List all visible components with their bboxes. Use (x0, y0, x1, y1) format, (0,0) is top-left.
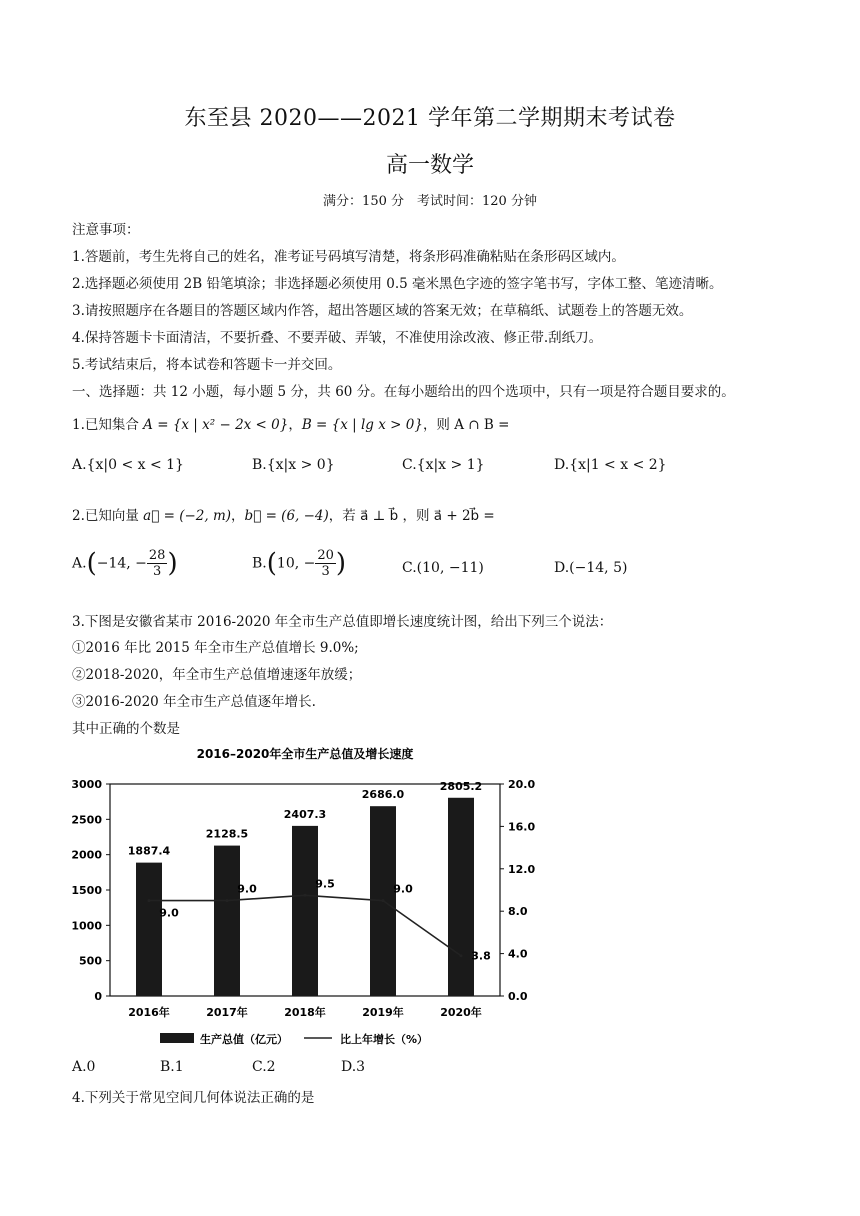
bar (292, 826, 318, 996)
q1-option-b: B.{x|x > 0} (252, 457, 335, 473)
note-item-4: 4.保持答题卡卡面清洁，不要折叠、不要弄破、弄皱，不准使用涂改液、修正带.刮纸刀。 (72, 330, 603, 346)
y-left-tick-label: 500 (79, 954, 102, 968)
q1-sep: ， (288, 417, 302, 433)
y-right-tick-label: 0.0 (508, 990, 528, 1003)
growth-point (226, 899, 229, 902)
q1-set-b: B = {x | lg x > 0} (301, 417, 423, 433)
note-item-1: 1.答题前，考生先将自己的姓名，准考证号码填写清楚，将条形码准确粘贴在条形码区域内。 (72, 249, 625, 265)
legend-line-label: 比上年增长（%） (340, 1033, 429, 1046)
y-right-tick-label: 16.0 (508, 820, 536, 834)
y-right-tick-label: 20.0 (508, 778, 536, 791)
q3-claim-3: ③2016-2020 年全市生产总值逐年增长. (72, 694, 316, 710)
growth-value-label: 9.0 (159, 906, 179, 920)
growth-value-label: 9.0 (393, 882, 413, 896)
x-tick-label: 2019年 (362, 1006, 404, 1019)
q3-option-a: A.0 (72, 1059, 96, 1075)
exam-meta: 满分：150 分 考试时间：120 分钟 (323, 194, 537, 209)
growth-value-label: 3.8 (471, 949, 491, 963)
note-item-3: 3.请按照题序在各题目的答题区域内作答，超出答题区域的答案无效；在草稿纸、试题卷上的答题无效。 (72, 303, 693, 319)
y-left-tick-label: 1000 (71, 919, 102, 933)
growth-value-label: 9.5 (315, 877, 335, 891)
q3-claim-1: ①2016 年比 2015 年全市生产总值增长 9.0%; (72, 640, 359, 656)
bar-value-label: 1887.4 (127, 844, 171, 858)
y-left-tick-label: 3000 (71, 778, 102, 791)
x-tick-label: 2017年 (206, 1006, 248, 1019)
note-item-2: 2.选择题必须使用 2B 铅笔填涂；非选择题必须使用 0.5 毫米黑色字迹的签字笔书写，字体工整、笔迹清晰。 (72, 276, 723, 292)
question-1-stem (72, 413, 509, 433)
y-right-tick-label: 12.0 (508, 862, 536, 876)
q2-condition: ，若 a⃗ ⊥ b⃗ ，则 a⃗ + 2b⃗ = (328, 508, 495, 524)
growth-point (460, 954, 463, 957)
question-2-stem (72, 504, 495, 524)
q3-option-b: B.1 (160, 1059, 184, 1075)
growth-point (382, 899, 385, 902)
q1-set-a: A = {x | x² − 2x < 0} (143, 417, 289, 433)
q2-option-a-fraction (147, 548, 168, 579)
notes-heading: 注意事项： (72, 222, 140, 238)
y-left-tick-label: 1500 (71, 884, 102, 897)
fraction-den: 3 (153, 564, 162, 579)
chart-title: 2016–2020年全市生产总值及增长速度 (196, 747, 414, 761)
q2-sep: ， (231, 508, 245, 524)
growth-value-label: 9.0 (237, 882, 257, 896)
q1-prefix: 1.已知集合 (72, 417, 144, 433)
q2-option-b: B.(10, − $\frac{20}{3}$ ) (252, 548, 347, 579)
fraction-den: 3 (321, 564, 330, 579)
bar (136, 863, 162, 996)
bar-value-label: 2686.0 (361, 788, 405, 802)
question-4-stem: 4.下列关于常见空间几何体说法正确的是 (72, 1090, 315, 1106)
gdp-chart (60, 740, 580, 1060)
y-right-tick-label: 4.0 (508, 947, 528, 961)
q2-option-b-fraction (315, 548, 336, 579)
exam-title: 东至县 2020——2021 学年第二学期期末考试卷 (184, 106, 676, 131)
bar (214, 846, 240, 996)
bar (448, 798, 474, 996)
bar-value-label: 2407.3 (283, 807, 327, 821)
q2-option-a-left: −14, − (96, 555, 147, 572)
y-left-tick-label: 0 (94, 990, 102, 1003)
q2-option-a: A.(−14, − $\frac{28}{3}$ ) (72, 548, 178, 579)
section-heading: 一、选择题：共 12 小题，每小题 5 分，共 60 分。在每小题给出的四个选项中，只有一项是符合题目要求的。 (72, 384, 735, 400)
q2-prefix: 2.已知向量 (72, 508, 144, 524)
q3-option-d: D.3 (341, 1059, 366, 1075)
legend-bar-swatch (160, 1033, 194, 1043)
q3-option-c: C.2 (252, 1059, 276, 1075)
q2-option-a-label: A. (72, 555, 87, 572)
q2-option-b-left: 10, − (276, 555, 316, 572)
y-left-tick-label: 2000 (71, 848, 102, 862)
q2-option-d: D.(−14, 5) (554, 560, 628, 576)
y-right-tick-label: 8.0 (508, 905, 528, 919)
q2-vector-b: b⃗ = (6, −4) (244, 508, 329, 524)
bar-value-label: 2128.5 (205, 827, 249, 841)
fraction-num: 28 (148, 548, 166, 563)
growth-point (148, 899, 151, 902)
subject-title: 高一数学 (385, 153, 474, 178)
growth-point (304, 894, 307, 897)
question-3-stem: 3.下图是安徽省某市 2016-2020 年全市生产总值即增长速度统计图，给出下列三个说法： (72, 614, 613, 630)
x-tick-label: 2020年 (440, 1006, 482, 1019)
fraction-num: 20 (317, 548, 334, 563)
q1-option-c: C.{x|x > 1} (402, 457, 485, 473)
y-left-tick-label: 2500 (71, 813, 102, 827)
q3-ask: 其中正确的个数是 (72, 721, 180, 737)
x-tick-label: 2018年 (284, 1006, 326, 1019)
x-tick-label: 2016年 (128, 1006, 170, 1019)
legend-bar-label: 生产总值（亿元） (200, 1033, 288, 1046)
q2-option-c: C.(10, −11) (402, 560, 484, 576)
note-item-5: 5.考试结束后，将本试卷和答题卡一并交回。 (72, 357, 342, 373)
bar-value-label: 2805.2 (439, 779, 483, 793)
q2-vector-a: a⃗ = (−2, m) (143, 508, 232, 524)
q1-option-a: A.{x|0 < x < 1} (72, 457, 184, 473)
q3-claim-2: ②2018-2020，年全市生产总值增速逐年放缓； (72, 667, 362, 683)
q1-option-d: D.{x|1 < x < 2} (554, 457, 667, 473)
q2-option-b-label: B. (252, 555, 267, 572)
q1-suffix: ，则 A ∩ B = (422, 417, 510, 433)
